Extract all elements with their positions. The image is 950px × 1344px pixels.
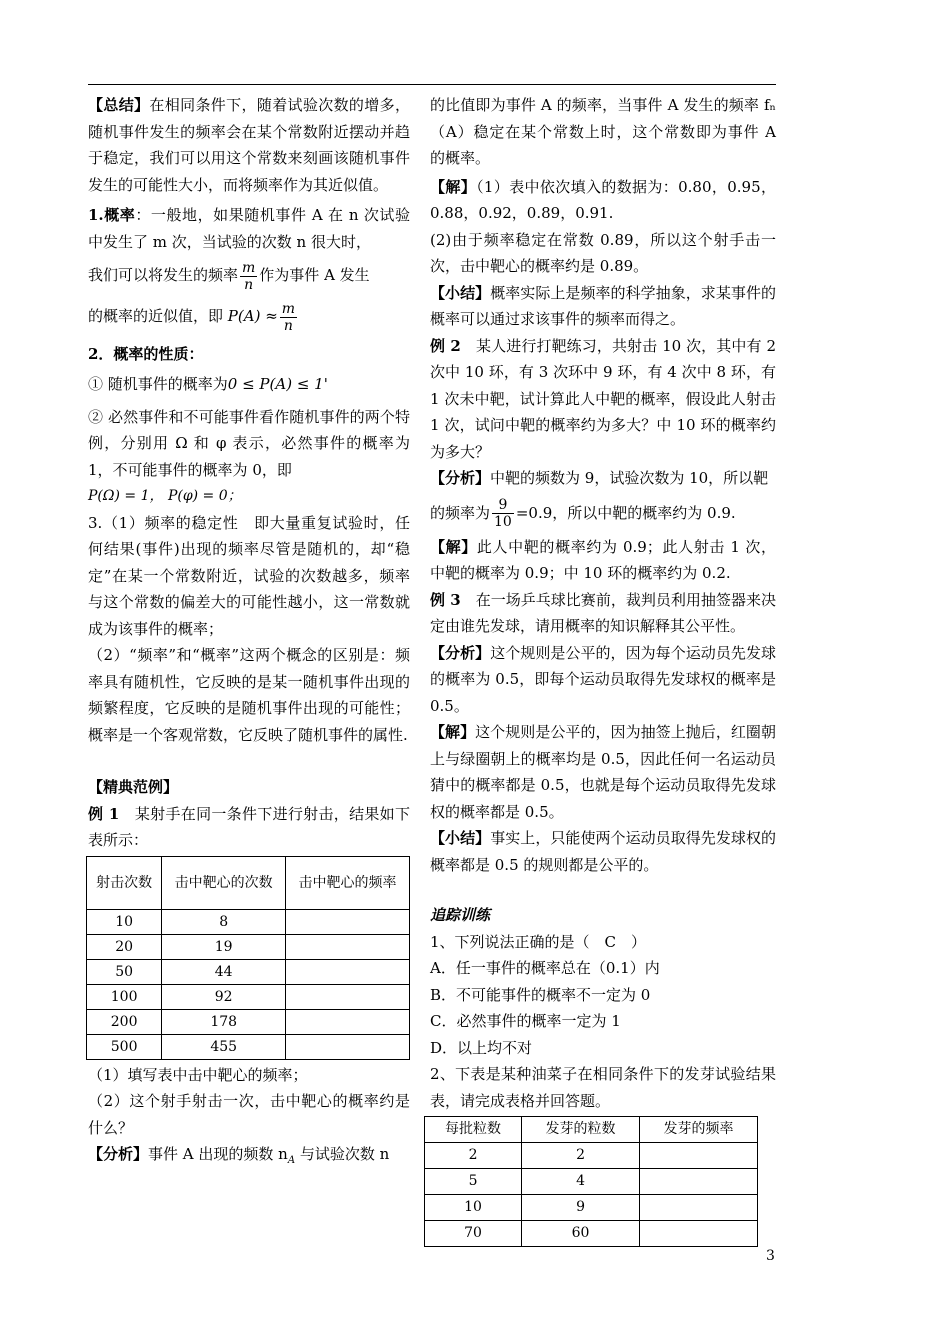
shooting-table-cell: 44 bbox=[162, 959, 286, 984]
germination-table-cell: 5 bbox=[425, 1169, 522, 1195]
shooting-table-cell: 50 bbox=[87, 959, 162, 984]
definition-frequency-line bbox=[88, 255, 410, 295]
property-1: ① 随机事件的概率为0 ≤ P(A) ≤ 1' bbox=[88, 374, 328, 393]
analysis-2-tag: 【分析】 bbox=[430, 469, 491, 487]
right-column bbox=[430, 92, 776, 1247]
analysis-2-text-2a: 的频率为 bbox=[430, 503, 491, 522]
example-3 bbox=[430, 587, 776, 640]
germination-table-cell bbox=[640, 1221, 758, 1247]
solution-3-text: 这个规则是公平的，因为抽签上抛后，红圈朝上与绿圈朝上的概率均是 0.5，因此任何一名运动员猜中的概率都是 0.5，也就是每个运动员取得先发球权的概率都是 0.5。 bbox=[430, 723, 776, 821]
option-c: C．必然事件的概率一定为 1 bbox=[430, 1012, 621, 1030]
solution-2-text: 此人中靶的概率约为 0.9；此人射击 1 次，中靶的概率为 0.9；中 10 环的概率约为 0.2. bbox=[430, 537, 776, 582]
shooting-table-cell bbox=[286, 1009, 410, 1034]
summary-tag: 【总结】 bbox=[88, 96, 150, 114]
shooting-table-header: 击中靶心的频率 bbox=[286, 856, 410, 909]
analysis-3-text: 这个规则是公平的，因为每个运动员先发球的概率为 0.5，即每个运动员取得先发球权的概率是 0.5。 bbox=[430, 643, 776, 715]
option-a: A．任一事件的概率总在（0.1）内 bbox=[430, 959, 660, 977]
analysis-2-text: 中靶的频数为 9，试验次数为 10，所以靶 bbox=[490, 469, 769, 487]
germination-table-header: 发芽的粒数 bbox=[522, 1117, 640, 1143]
header-rule bbox=[88, 84, 776, 85]
table-row bbox=[87, 909, 410, 934]
germination-table-header: 发芽的频率 bbox=[640, 1117, 758, 1143]
summary-1-tag: 【小结】 bbox=[430, 283, 491, 302]
germination-table bbox=[424, 1116, 758, 1247]
analysis-1-sub: A bbox=[287, 1155, 296, 1166]
example-1-text: 某射手在同一条件下进行射击，结果如下表所示： bbox=[88, 804, 410, 849]
stability-paragraph: 3.（1）频率的稳定性 即大量重复试验时，任何结果(事件)出现的频率尽管是随机的，却“稳定”在某一个常数附近，试验的次数越多，频率与这个常数的偏差大的可能性越小，这一常数就成为该事件的概率； bbox=[88, 513, 410, 638]
solution-1 bbox=[430, 174, 776, 227]
question-2: （2）这个射手射击一次，击中靶心的概率约是什么？ bbox=[88, 1092, 410, 1137]
property-title: 2．概率的性质： bbox=[88, 345, 204, 363]
definition-approx-line bbox=[88, 295, 410, 337]
shooting-table-cell: 8 bbox=[162, 909, 286, 934]
fraction-m-over-n-2: $\frac{m}{n}$ bbox=[281, 300, 296, 334]
property-2-formula: P(Ω) = 1， P(φ) = 0； bbox=[88, 488, 242, 504]
germination-table-cell: 60 bbox=[522, 1221, 640, 1247]
solution-2 bbox=[430, 534, 776, 587]
property-1-text: ① 随机事件的概率为 bbox=[88, 374, 228, 393]
analysis-3 bbox=[430, 640, 776, 720]
summary-3-text: 事实上，只能使两个运动员取得先发球权的概率都是 0.5 的规则都是公平的。 bbox=[430, 829, 776, 874]
analysis-1-text: 事件 A 出现的频数 n bbox=[148, 1145, 288, 1163]
table-row bbox=[425, 1221, 758, 1247]
table-row bbox=[87, 934, 410, 959]
shooting-table-cell: 92 bbox=[162, 984, 286, 1009]
solution-2-tag: 【解】 bbox=[430, 537, 477, 556]
germination-table-cell: 2 bbox=[522, 1143, 640, 1169]
shooting-table-cell bbox=[286, 934, 410, 959]
summary-paragraph bbox=[88, 92, 410, 198]
solution-1-tag: 【解】 bbox=[430, 177, 477, 196]
shooting-table-cell: 10 bbox=[87, 909, 162, 934]
germination-table-header: 每批粒数 bbox=[425, 1117, 522, 1143]
example-1 bbox=[88, 801, 410, 854]
solution-1-text: （1）表中依次填入的数据为：0.80，0.95，0.88，0.92，0.89，0.91. bbox=[430, 177, 776, 222]
shooting-table-header: 射击次数 bbox=[87, 856, 162, 909]
training-title: 追踪训练 bbox=[430, 906, 491, 924]
germination-table-cell: 2 bbox=[425, 1143, 522, 1169]
property-2: ② 必然事件和不可能事件看作随机事件的两个特例，分别用 Ω 和 φ 表示，必然事件的概率为 1，不可能事件的概率为 0，即 bbox=[88, 407, 410, 479]
definition-line bbox=[88, 202, 410, 255]
shooting-table-header: 击中靶心的次数 bbox=[162, 856, 286, 909]
shooting-table-cell: 455 bbox=[162, 1034, 286, 1059]
definition-text-3a: 的概率的近似值，即 bbox=[88, 307, 224, 325]
examples-title: 【精典范例】 bbox=[88, 778, 179, 796]
definition-title: 1.概率 bbox=[88, 206, 136, 224]
shooting-table-cell bbox=[286, 959, 410, 984]
analysis-1 bbox=[88, 1141, 410, 1175]
table-row bbox=[87, 984, 410, 1009]
property-1-formula: 0 ≤ P(A) ≤ 1 bbox=[227, 374, 324, 393]
shooting-table-cell: 100 bbox=[87, 984, 162, 1009]
solution-3 bbox=[430, 719, 776, 825]
analysis-2-text-2b: =0.9，所以中靶的概率约为 0.9. bbox=[515, 503, 736, 522]
table-row bbox=[425, 1143, 758, 1169]
definition-text: ：一般地，如果随机事件 A 在 n 次试验中发生了 m 次，当试验的次数 n 很大时， bbox=[88, 206, 410, 251]
definition-text-2b: 作为事件 A 发生 bbox=[259, 266, 370, 284]
fraction-denominator: 10 bbox=[494, 514, 512, 530]
germination-table-cell: 9 bbox=[522, 1195, 640, 1221]
table-row bbox=[425, 1195, 758, 1221]
germination-table-cell bbox=[640, 1195, 758, 1221]
table-row bbox=[87, 1034, 410, 1059]
option-b: B．不可能事件的概率不一定为 0 bbox=[430, 985, 651, 1004]
shooting-table-cell bbox=[286, 1034, 410, 1059]
analysis-3-tag: 【分析】 bbox=[430, 643, 491, 662]
definition-text-2a: 我们可以将发生的频率 bbox=[88, 266, 239, 284]
analysis-1-tag: 【分析】 bbox=[88, 1145, 149, 1163]
training-question-2: 2、下表是某种油菜子在相同条件下的发芽试验结果表，请完成表格并回答题。 bbox=[430, 1065, 776, 1110]
table-row bbox=[87, 1009, 410, 1034]
example-2-text: 某人进行打靶练习，共射击 10 次，其中有 2 次中 10 环，有 3 次环中 9 环，有 4 次中 8 环，有 1 次未中靶，试计算此人中靶的概率，假设此人射击 1 次，试问中靶的概率约为多大？中 10 环的概率约为多大？ bbox=[430, 336, 776, 461]
question-1: （1）填写表中击中靶心的频率； bbox=[88, 1065, 308, 1084]
fraction-numerator: 9 bbox=[492, 497, 514, 514]
table-row bbox=[87, 959, 410, 984]
shooting-table bbox=[86, 856, 410, 1060]
example-2-label: 例 2 bbox=[430, 336, 461, 355]
fraction-9-over-10 bbox=[492, 497, 514, 530]
shooting-table-cell bbox=[286, 984, 410, 1009]
left-column bbox=[88, 92, 410, 1175]
germination-table-cell: 4 bbox=[522, 1169, 640, 1195]
shooting-table-cell: 20 bbox=[87, 934, 162, 959]
analysis-1-text-2: 与试验次数 n bbox=[295, 1145, 390, 1163]
germination-table-cell bbox=[640, 1143, 758, 1169]
example-2 bbox=[430, 333, 776, 466]
formula-p-approx: P(A) ≈ bbox=[227, 307, 278, 325]
example-3-text: 在一场乒乓球比赛前，裁判员利用抽签器来决定由谁先发球，请用概率的知识解释其公平性。 bbox=[430, 590, 776, 635]
example-1-label: 例 1 bbox=[88, 804, 120, 823]
shooting-table-cell: 500 bbox=[87, 1034, 162, 1059]
training-question-1: 1、下列说法正确的是（ C ） bbox=[430, 932, 647, 951]
analysis-2 bbox=[430, 465, 776, 492]
option-d: D．以上均不对 bbox=[430, 1038, 533, 1057]
shooting-table-cell: 19 bbox=[162, 934, 286, 959]
germination-table-cell bbox=[640, 1169, 758, 1195]
example-3-label: 例 3 bbox=[430, 590, 461, 609]
germination-table-cell: 10 bbox=[425, 1195, 522, 1221]
table-row bbox=[425, 1169, 758, 1195]
summary-text: 在相同条件下，随着试验次数的增多，随机事件发生的频率会在某个常数附近摆动并趋于稳定，我们可以用这个常数来刻画该随机事件发生的可能性大小，而将频率作为其近似值。 bbox=[88, 96, 410, 194]
distinction-paragraph: （2）“频率”和“概率”这两个概念的区别是：频率具有随机性，它反映的是某一随机事件出现的频繁程度，它反映的是随机事件出现的可能性；概率是一个客观常数，它反映了随机事件的属性. bbox=[88, 646, 410, 744]
fraction-m-over-n: $\frac{m}{n}$ bbox=[242, 259, 256, 293]
solution-1-part-2: (2)由于频率稳定在常数 0.89，所以这个射手击一次，击中靶心的概率约是 0.89。 bbox=[430, 230, 776, 275]
shooting-table-cell bbox=[286, 909, 410, 934]
summary-3 bbox=[430, 825, 776, 878]
shooting-table-cell: 178 bbox=[162, 1009, 286, 1034]
continuation-paragraph: 的比值即为事件 A 的频率，当事件 A 发生的频率 fₙ（A）稳定在某个常数上时，这个常数即为事件 A 的概率。 bbox=[430, 96, 776, 167]
summary-1 bbox=[430, 280, 776, 333]
germination-table-cell: 70 bbox=[425, 1221, 522, 1247]
analysis-2-line-2 bbox=[430, 492, 776, 534]
page-number: 3 bbox=[766, 1248, 775, 1264]
solution-3-tag: 【解】 bbox=[430, 723, 476, 741]
summary-3-tag: 【小结】 bbox=[430, 829, 491, 847]
summary-1-text: 概率实际上是频率的科学抽象，求某事件的概率可以通过求该事件的频率而得之。 bbox=[430, 283, 776, 328]
shooting-table-cell: 200 bbox=[87, 1009, 162, 1034]
